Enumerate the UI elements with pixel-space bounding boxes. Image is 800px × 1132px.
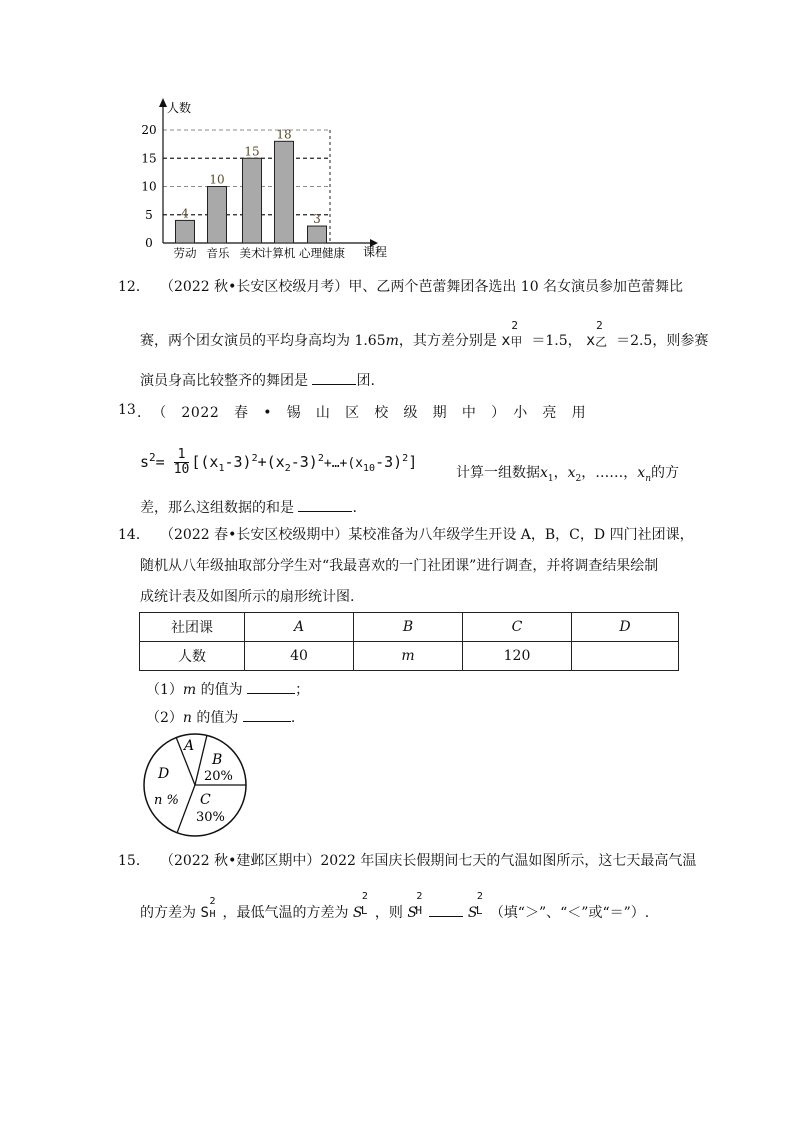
var-yi-sup: 2 xyxy=(596,319,603,332)
q13-xn-sub: n xyxy=(645,473,651,484)
question-12-line2 xyxy=(140,319,709,350)
formula-part: -3) xyxy=(375,453,403,471)
question-13-line2-tail xyxy=(456,462,679,484)
table-header-cell: D xyxy=(572,613,679,642)
question-13-line3 xyxy=(140,497,357,517)
y-tick-label: 5 xyxy=(145,207,153,222)
var-yi-value: ＝2.5，则参赛 xyxy=(616,333,709,349)
s-low-sub: L xyxy=(360,904,368,917)
question-13-number: 13 xyxy=(118,402,136,418)
sub1-end: ； xyxy=(295,682,310,698)
formula-part: ] xyxy=(408,453,418,471)
question-14-line3: 成统计表及如图所示的扇形统计图. xyxy=(140,589,355,605)
question-12-line3 xyxy=(140,370,375,390)
s-low-base: S xyxy=(352,905,363,921)
question-14-sub1 xyxy=(146,679,309,699)
table-cell: 120 xyxy=(463,642,572,671)
var-jia-sup: 2 xyxy=(511,319,518,332)
q15-text-d: （填“＞”、“＜”或“＝”）. xyxy=(489,905,650,921)
variance-formula xyxy=(140,448,417,477)
bar-5 xyxy=(308,226,327,243)
formula-eq: = xyxy=(155,453,165,471)
table-header-cell: C xyxy=(463,613,572,642)
formula-sup: 2 xyxy=(317,453,324,464)
answer-blank-14-1[interactable] xyxy=(247,679,295,694)
sub1-var: m xyxy=(182,682,197,698)
sub2-text: 的值为 xyxy=(191,710,243,726)
cmp-high-sup: 2 xyxy=(416,891,423,902)
var-jia-value: ＝1.5， xyxy=(531,333,582,349)
formula-part: +…+(x xyxy=(323,456,364,471)
q13-comma: ， xyxy=(553,465,568,481)
q12-text-b: ，其方差分别是 xyxy=(398,333,497,349)
q12-line3-text: 演员身高比较整齐的舞团是 xyxy=(140,373,313,389)
pie-pct-d: n % xyxy=(154,793,179,808)
y-axis-label: 人数 xyxy=(167,101,192,115)
pie-pct-b: 20% xyxy=(204,769,233,784)
question-15-line1: （2022 秋•建邺区期中）2022 年国庆长假期间七天的气温如图所示，这七天最高气温 xyxy=(160,853,697,869)
question-15-number: 15． xyxy=(118,853,150,869)
var-yi-base: x xyxy=(586,331,596,349)
q13-x1-sub: 1 xyxy=(547,473,554,484)
s-low-sup: 2 xyxy=(361,891,368,902)
var-yi-sub: 乙 xyxy=(595,335,608,349)
y-tick-label: 0 xyxy=(145,236,153,250)
cmp-low-sub: L xyxy=(475,904,483,917)
bar-chart xyxy=(130,95,400,265)
formula-s: s xyxy=(140,453,150,471)
variance-jia xyxy=(501,319,531,349)
pie-label-a: A xyxy=(184,738,195,754)
pie-divider-d xyxy=(177,785,195,833)
bar-1 xyxy=(176,220,195,243)
q13-x1: x xyxy=(540,465,548,481)
variance-low xyxy=(352,891,375,921)
sub1-text: 的值为 xyxy=(196,682,248,698)
q15-text-a: 的方差为 xyxy=(140,905,196,921)
category-label: 劳动 xyxy=(173,246,197,260)
question-14-sub2 xyxy=(146,707,295,727)
formula-part: +(x xyxy=(257,453,285,471)
fraction-denominator: 10 xyxy=(173,462,190,477)
question-12-number: 12． xyxy=(118,279,150,295)
q15-text-b: ，最低气温的方差为 xyxy=(222,905,353,921)
pie-label-d: D xyxy=(158,766,170,782)
q13-x2-sub: 2 xyxy=(575,473,582,484)
cmp-high-base: S xyxy=(407,905,417,921)
table-cell xyxy=(572,642,679,671)
variance-yi xyxy=(586,319,616,349)
pie-pct-c: 30% xyxy=(196,810,225,825)
table-cell: m xyxy=(354,642,463,671)
table-row xyxy=(140,642,679,671)
formula-part: -3) xyxy=(224,453,252,471)
answer-blank-13[interactable] xyxy=(298,497,352,512)
table-header-cell: 社团课 xyxy=(140,613,245,642)
formula-part: -3) xyxy=(290,453,318,471)
var-jia-base: x xyxy=(501,331,511,349)
bar-4 xyxy=(275,141,294,243)
q13-line3-text: 差，那么这组数据的和是 xyxy=(140,500,299,516)
q15-text-c: ，则 xyxy=(374,905,408,921)
sub1-label: （1） xyxy=(146,682,183,698)
compare-high xyxy=(407,891,429,921)
formula-sub: 2 xyxy=(284,463,291,474)
category-label: 音乐 xyxy=(206,246,230,260)
pie-label-b: B xyxy=(212,752,223,768)
cmp-low-base: S xyxy=(467,905,478,921)
question-12-line1: （2022 秋•长安区校级月考）甲、乙两个芭蕾舞团各选出 10 名女演员参加芭蕾舞比 xyxy=(160,279,684,295)
bar-value-label: 10 xyxy=(209,172,225,187)
s-high-sup: 2 xyxy=(209,896,216,907)
question-15-line2 xyxy=(140,891,650,922)
table-header-row xyxy=(140,613,679,642)
pie-label-c: C xyxy=(200,792,211,808)
formula-part: [(x xyxy=(191,453,219,471)
sub2-var: n xyxy=(182,710,192,726)
y-tick-label: 15 xyxy=(141,151,157,166)
bar-value-label: 18 xyxy=(276,127,292,142)
q13-text: 计算一组数据 xyxy=(456,465,540,481)
question-14-line1: （2022 春•长安区校级期中）某校准备为八年级学生开设 A，B，C，D 四门社团课， xyxy=(160,527,694,543)
s-high-sub: H xyxy=(209,909,216,920)
table-cell: 人数 xyxy=(140,642,245,671)
fraction-numerator: 1 xyxy=(174,448,190,463)
formula-sub: 10 xyxy=(363,463,376,474)
formula-fraction xyxy=(174,448,190,477)
q13-tail: 的方 xyxy=(650,465,679,481)
formula-sup: 2 xyxy=(402,453,409,464)
formula-s-sup: 2 xyxy=(149,451,156,464)
formula-sub: 1 xyxy=(218,463,225,474)
x-axis-label: 课程 xyxy=(363,245,388,259)
bar-value-label: 4 xyxy=(181,206,189,221)
category-label: 计算机 xyxy=(260,246,296,260)
answer-blank-14-2[interactable] xyxy=(243,707,291,722)
y-tick-label: 20 xyxy=(141,123,157,137)
variance-high xyxy=(200,896,222,921)
q12-text-a: 赛，两个团女演员的平均身高均为 1.65 xyxy=(140,333,386,349)
sub2-label: （2） xyxy=(146,710,183,726)
sub2-end: . xyxy=(290,710,296,726)
y-tick-label: 10 xyxy=(141,179,157,194)
club-course-table xyxy=(139,612,679,671)
q13-xn: x xyxy=(637,465,646,481)
pie-chart xyxy=(140,730,250,840)
var-jia-sub: 甲 xyxy=(510,335,523,349)
bar-3 xyxy=(243,158,262,243)
table-cell: 40 xyxy=(245,642,354,671)
answer-blank-12[interactable] xyxy=(312,370,356,385)
bar-value-label: 15 xyxy=(244,144,260,159)
q13-ellipsis: ，……， xyxy=(581,465,638,481)
q12-line3-end: 团. xyxy=(356,373,375,389)
bar-value-label: 3 xyxy=(313,212,321,227)
answer-blank-15[interactable] xyxy=(429,902,463,917)
q12-unit-m: m xyxy=(385,333,399,349)
category-label: 美术 xyxy=(239,246,263,260)
bar-2 xyxy=(208,187,227,244)
q13-line3-end: . xyxy=(352,500,357,516)
formula-sup: 2 xyxy=(251,453,258,464)
compare-low xyxy=(467,891,490,921)
cmp-high-sub: H xyxy=(415,904,422,917)
question-14-line2: 随机从八年级抽取部分学生对“我最喜欢的一门社团课”进行调查，并将调查结果绘制 xyxy=(140,558,659,574)
question-14-number: 14． xyxy=(118,527,150,543)
q13-x2: x xyxy=(567,465,576,481)
table-header-cell: B xyxy=(354,613,463,642)
cmp-low-sup: 2 xyxy=(476,891,483,902)
category-label: 心理健康 xyxy=(299,246,345,260)
y-axis-arrow xyxy=(159,98,167,107)
question-13-line1: ． （ 2022 春 • 锡 山 区 校 级 期 中 ） 小 亮 用 xyxy=(137,405,587,421)
s-high-base: S xyxy=(200,905,209,921)
table-header-cell: A xyxy=(245,613,354,642)
